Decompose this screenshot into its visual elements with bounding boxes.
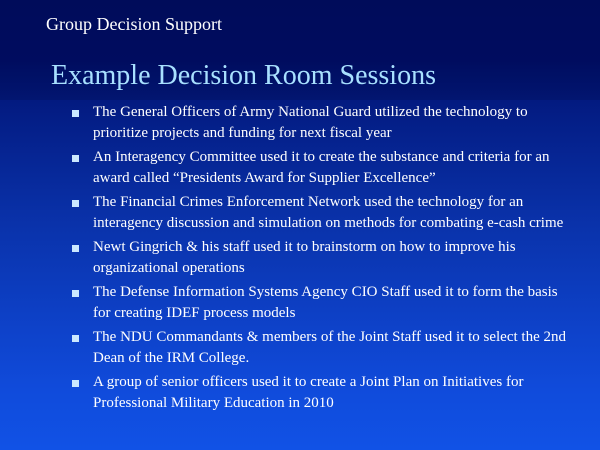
bullet-text: The Defense Information Systems Agency CIO Staff used it to form the basis for creating IDEF process models [93, 284, 558, 321]
bullet-item [72, 237, 572, 279]
bullet-item [72, 147, 572, 189]
square-bullet-icon [72, 155, 79, 162]
bullet-text: The Financial Crimes Enforcement Network used the technology for an interagency discussion and simulation on methods for combating e-cash crime [93, 194, 564, 231]
square-bullet-icon [72, 200, 79, 207]
bullet-item [72, 372, 572, 414]
square-bullet-icon [72, 290, 79, 297]
bullet-item [72, 102, 572, 144]
bullet-item [72, 282, 572, 324]
bullet-item [72, 327, 572, 369]
section-header: Group Decision Support [46, 14, 222, 34]
bullet-list [72, 102, 572, 417]
slide-title: Example Decision Room Sessions [51, 60, 436, 91]
square-bullet-icon [72, 335, 79, 342]
square-bullet-icon [72, 245, 79, 252]
bullet-text: Newt Gingrich & his staff used it to brainstorm on how to improve his organizational operations [93, 239, 516, 276]
bullet-text: An Interagency Committee used it to create the substance and criteria for an award called “Presidents Award for Supplier Excellence” [93, 149, 550, 186]
square-bullet-icon [72, 380, 79, 387]
bullet-text: The NDU Commandants & members of the Joint Staff used it to select the 2nd Dean of the IRM College. [93, 329, 566, 366]
square-bullet-icon [72, 110, 79, 117]
bullet-text: A group of senior officers used it to create a Joint Plan on Initiatives for Professional Military Education in 2010 [93, 374, 524, 411]
bullet-text: The General Officers of Army National Guard utilized the technology to prioritize projects and funding for next fiscal year [93, 104, 528, 141]
bullet-item [72, 192, 572, 234]
